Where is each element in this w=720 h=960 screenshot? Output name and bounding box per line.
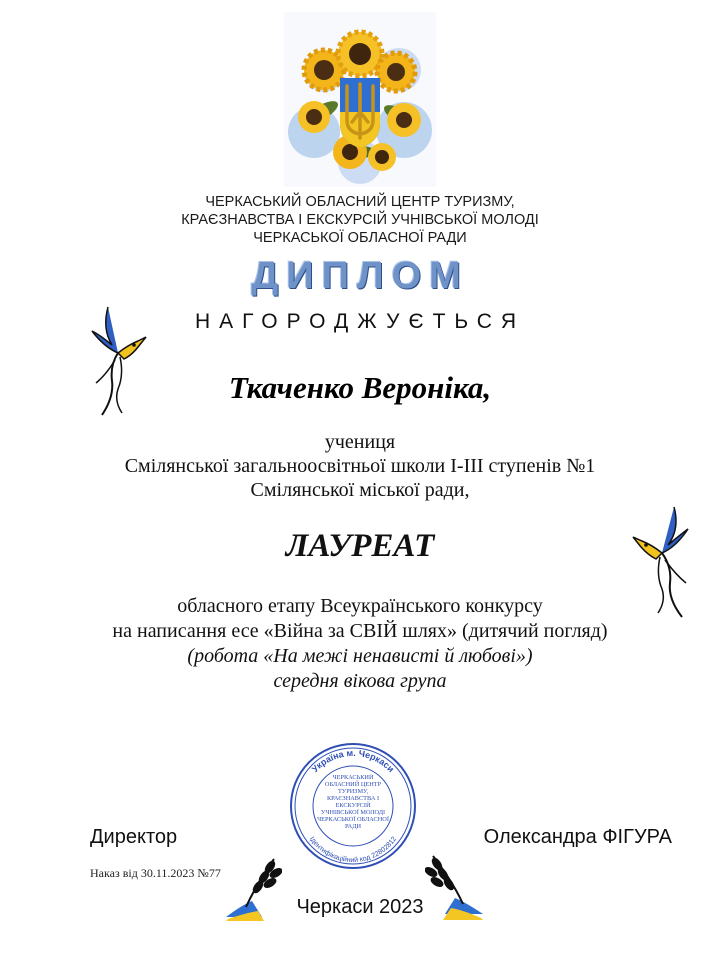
organization-line-3: ЧЕРКАСЬКОЇ ОБЛАСНОЇ РАДИ	[253, 230, 467, 246]
stamp-center-text: ЧЕРКАСЬКИЙ ОБЛАСНИЙ ЦЕНТР ТУРИЗМУ, КРАЄЗНАВСТВА І ЕКСКУРСІЙ УЧНІВСЬКОЇ МОЛОДІ ЧЕРКАСЬКОЇ ОБЛАСНОЇ РАДИ	[317, 774, 389, 830]
contest-work-title: (робота «На межі ненависті й любові»)	[187, 645, 533, 667]
school-line-2: Смілянської міської ради,	[250, 479, 470, 501]
award-title: ЛАУРЕАТ	[285, 528, 435, 564]
school-line-1: Смілянської загальноосвітньої школи І-ІІІ ступенів №1	[124, 455, 596, 477]
awarded-label: НАГОРОДЖУЄТЬСЯ	[194, 310, 526, 333]
recipient-role: учениця	[324, 431, 396, 453]
official-stamp	[287, 740, 419, 872]
organization-line-2: КРАЄЗНАВСТВА І ЕКСКУРСІЙ УЧНІВСЬКОЇ МОЛОДІ	[181, 212, 539, 228]
place-and-year: Черкаси 2023	[296, 896, 424, 918]
stamp-ring-text: Україна м. Черкаси	[309, 747, 397, 775]
contest-details	[0, 594, 720, 694]
signature-name: Олександра ФІГУРА	[483, 826, 672, 848]
contest-age-group: середня вікова група	[273, 670, 447, 692]
sunflower-trident-emblem	[284, 12, 436, 187]
organization-line-1: ЧЕРКАСЬКИЙ ОБЛАСНИЙ ЦЕНТР ТУРИЗМУ,	[205, 194, 515, 210]
stamp-code-text: Ідентифікаційний код 22802812	[307, 835, 399, 865]
diploma-title: ДИПЛОМ	[251, 255, 469, 297]
contest-line-2: на написання есе «Війна за СВІЙ шлях» (дитячий погляд)	[112, 620, 608, 642]
organization-header	[0, 193, 720, 247]
signature-position: Директор	[90, 826, 178, 848]
order-reference: Наказ від 30.11.2023 №77	[90, 866, 221, 880]
recipient-details	[0, 430, 720, 502]
contest-line-1: обласного етапу Всеукраїнського конкурсу	[177, 595, 543, 617]
recipient-name: Ткаченко Вероніка,	[228, 370, 492, 405]
